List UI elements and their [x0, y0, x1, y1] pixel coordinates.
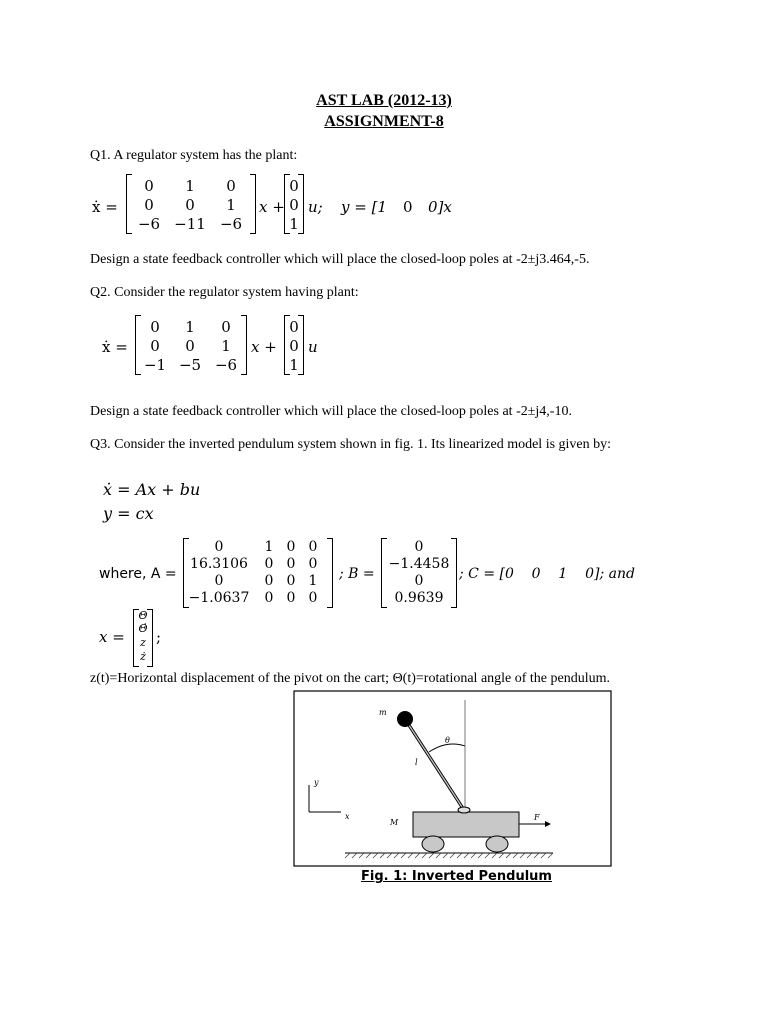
- q1-c-elem: 0: [403, 198, 413, 216]
- q1-c-elem: 0]x: [428, 198, 452, 216]
- q3-where-a: where, A =: [99, 566, 177, 582]
- vector-cell: 0: [289, 177, 299, 195]
- q1-prompt: Q1. A regulator system has the plant:: [90, 148, 298, 163]
- matrix-cell: 0: [214, 539, 224, 555]
- pivot: [458, 807, 470, 813]
- matrix-cell: 0: [264, 573, 274, 589]
- matrix-cell: 1: [185, 318, 195, 336]
- document-title: AST LAB (2012-13): [316, 92, 452, 109]
- vector-cell: 0: [289, 318, 299, 336]
- matrix-cell: −5: [178, 356, 202, 374]
- matrix-cell: 1: [185, 177, 195, 195]
- matrix-cell: −6: [214, 356, 238, 374]
- label-y: y: [314, 778, 319, 787]
- matrix-cell: 0: [185, 337, 195, 355]
- matrix-cell: 0: [214, 573, 224, 589]
- q3-definition: z(t)=Horizontal displacement of the pivot on the cart; Θ(t)=rotational angle of the pendulum.: [90, 671, 611, 686]
- matrix-cell: 1: [226, 196, 236, 214]
- vector-cell: 0: [289, 196, 299, 214]
- q3-output-eq: y = cx: [103, 504, 154, 523]
- q3-sep-b: ; B =: [339, 566, 375, 582]
- q3-x-lhs: x =: [99, 628, 125, 646]
- q1-lhs: ẋ =: [92, 198, 118, 216]
- vector-cell: 0: [414, 573, 424, 589]
- label-m: m: [379, 708, 387, 717]
- matrix-cell: 0: [286, 590, 296, 606]
- q1-u: u;: [308, 198, 323, 216]
- document-subtitle: ASSIGNMENT-8: [324, 113, 444, 130]
- vector-cell: Θ: [138, 609, 148, 622]
- matrix-cell: 1: [308, 573, 318, 589]
- vector-cell: 1: [289, 356, 299, 374]
- q1-matrix-a: [126, 174, 256, 234]
- cart-wheel-left: [422, 836, 444, 852]
- q1-output-eq: y = [1: [341, 198, 387, 216]
- matrix-cell: 0: [185, 196, 195, 214]
- matrix-cell: −6: [219, 215, 243, 233]
- matrix-cell: 0: [144, 177, 154, 195]
- q3-state-eq: ẋ = Ax + bu: [103, 480, 201, 499]
- q3-sep-c: ; C = [0 0 1 0]; and: [459, 566, 635, 582]
- label-x: x: [345, 812, 350, 821]
- matrix-cell: 1: [221, 337, 231, 355]
- cart-wheel-right: [486, 836, 508, 852]
- figure-frame: [294, 691, 611, 866]
- q1-vector-b: [284, 174, 304, 234]
- matrix-cell: 0: [221, 318, 231, 336]
- matrix-cell: 0: [226, 177, 236, 195]
- inverted-pendulum-figure: [293, 690, 613, 868]
- matrix-cell: 0: [264, 590, 274, 606]
- matrix-cell: 0: [144, 196, 154, 214]
- matrix-cell: −1: [143, 356, 167, 374]
- matrix-cell: 0: [308, 539, 318, 555]
- q3-x-sep: ;: [156, 628, 162, 646]
- matrix-cell: −11: [174, 215, 206, 233]
- cart-body: [413, 812, 519, 837]
- q2-prompt: Q2. Consider the regulator system having plant:: [90, 285, 359, 300]
- vector-cell: 0.9639: [394, 590, 444, 606]
- matrix-cell: 16.3106: [190, 556, 248, 572]
- matrix-cell: 0: [286, 556, 296, 572]
- vector-cell: 0: [289, 337, 299, 355]
- label-theta: θ: [445, 736, 450, 745]
- matrix-cell: −1.0637: [188, 590, 250, 606]
- vector-cell: 1: [289, 215, 299, 233]
- label-force: F: [534, 813, 540, 822]
- label-l: l: [415, 758, 418, 767]
- q2-lhs: ẋ =: [102, 338, 128, 356]
- q2-design-text: Design a state feedback controller which will place the closed-loop poles at -2±j4,-10.: [90, 404, 572, 419]
- q2-matrix-a: [135, 315, 247, 375]
- q3-vector-b: [381, 538, 457, 608]
- q3-matrix-a: [183, 538, 333, 608]
- q1-plus: x +: [259, 198, 285, 216]
- label-cart-mass: M: [390, 818, 399, 827]
- q2-vector-b: [284, 315, 304, 375]
- matrix-cell: 0: [308, 556, 318, 572]
- q3-prompt: Q3. Consider the inverted pendulum system shown in fig. 1. Its linearized model is given by:: [90, 437, 612, 452]
- pendulum-mass: [397, 711, 413, 727]
- vector-cell: ż: [140, 650, 146, 663]
- vector-cell: −1.4458: [388, 556, 450, 572]
- matrix-cell: 0: [150, 337, 160, 355]
- vector-cell: 0: [414, 539, 424, 555]
- q2-plus: x +: [251, 338, 277, 356]
- matrix-cell: 0: [286, 573, 296, 589]
- matrix-cell: 0: [286, 539, 296, 555]
- matrix-cell: 1: [264, 539, 274, 555]
- matrix-cell: −6: [137, 215, 161, 233]
- vector-cell: z: [140, 636, 146, 649]
- vector-cell: Θ̇: [138, 622, 148, 635]
- q2-u: u: [308, 338, 318, 356]
- figure-caption: Fig. 1: Inverted Pendulum: [361, 869, 552, 884]
- q1-design-text: Design a state feedback controller which will place the closed-loop poles at -2±j3.464,-5.: [90, 252, 590, 267]
- matrix-cell: 0: [150, 318, 160, 336]
- matrix-cell: 0: [308, 590, 318, 606]
- matrix-cell: 0: [264, 556, 274, 572]
- q3-state-vector: [133, 609, 153, 667]
